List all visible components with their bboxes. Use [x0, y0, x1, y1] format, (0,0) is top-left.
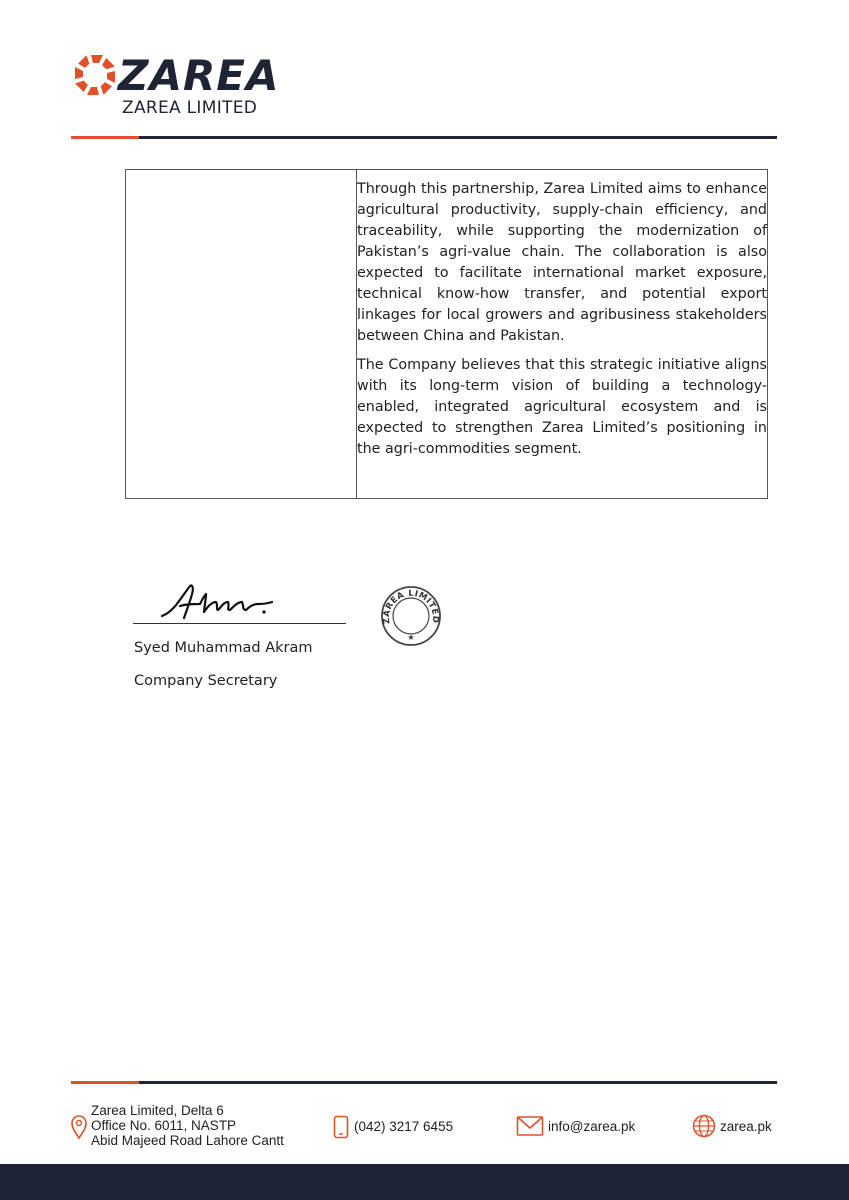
signature-line	[133, 623, 346, 624]
table-cell-right	[357, 170, 767, 468]
mail-icon	[516, 1115, 544, 1137]
footer-rule	[71, 1081, 777, 1084]
content-table	[125, 169, 768, 499]
signer-title: Company Secretary	[134, 673, 278, 689]
company-logo	[72, 52, 342, 122]
paragraph-partnership: Through this partnership, Zarea Limited aims to enhance agricultural productivity, supply-chain efficiency, and traceability, while supporting the modernization of Pakistan’s agri-value chain. The collaboration is also expected to facilitate international market exposure, technical know-how transfer, and potential export linkages for local growers and agribusiness stakeholders between China and Pakistan.	[357, 181, 767, 344]
footer-bar	[0, 1164, 849, 1200]
company-stamp	[380, 585, 442, 647]
svg-text:★: ★	[407, 633, 415, 642]
location-pin-icon	[70, 1114, 88, 1140]
signer-name: Syed Muhammad Akram	[134, 640, 313, 656]
phone-icon	[333, 1115, 349, 1139]
stamp-text: ZAREA LIMITED	[381, 588, 441, 625]
address-line-3: Abid Majeed Road Lahore Cantt	[91, 1133, 284, 1148]
brand-subtitle: ZAREA LIMITED	[122, 98, 258, 118]
zarea-logo-mark-icon	[72, 52, 118, 98]
address-line-2: Office No. 6011, NASTP	[91, 1118, 237, 1133]
email-address[interactable]: info@zarea.pk	[548, 1119, 636, 1134]
brand-wordmark: ZAREA	[118, 51, 280, 100]
paragraph-strategy: The Company believes that this strategic initiative aligns with its long-term vision of building a technology-enabled, integrated agricultural ecosystem and is expected to strengthen Zarea Limited’s positioning in the agri-commodities segment.	[357, 357, 767, 457]
handwritten-signature	[160, 582, 275, 622]
header-rule	[71, 136, 777, 139]
phone-number[interactable]: (042) 3217 6455	[354, 1119, 454, 1134]
address-line-1: Zarea Limited, Delta 6	[91, 1103, 224, 1118]
globe-icon	[692, 1114, 716, 1138]
website-link[interactable]: zarea.pk	[720, 1119, 772, 1134]
